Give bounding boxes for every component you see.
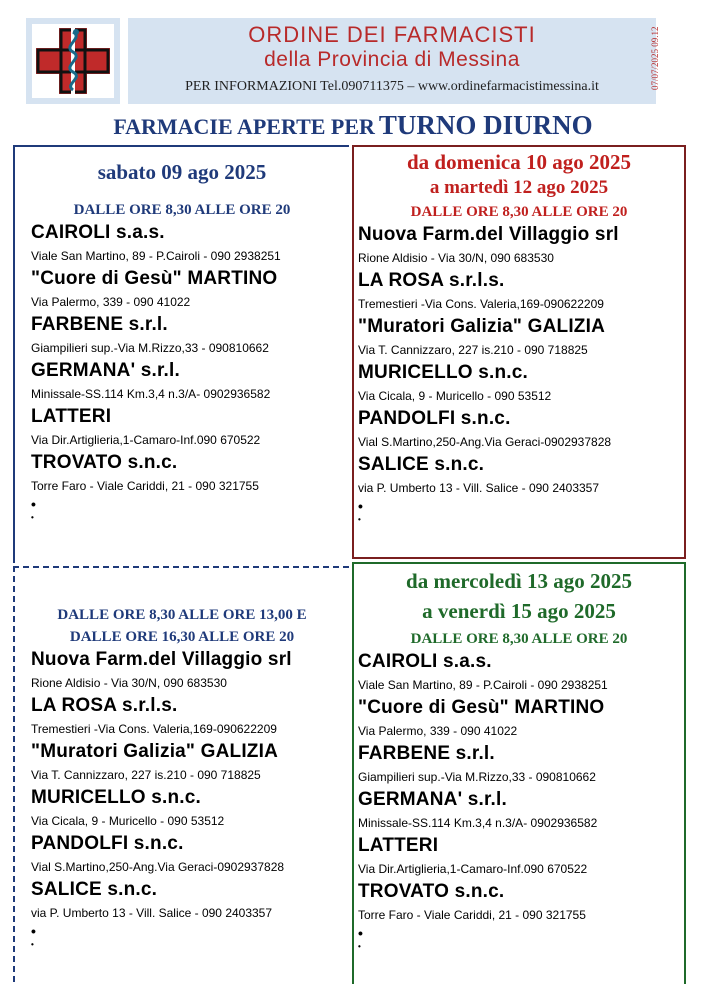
- contact-info: PER INFORMAZIONI Tel.090711375 – www.ordinefarmacistimessina.it: [185, 79, 599, 94]
- pharmacy-address: Via Palermo, 339 - 090 41022: [31, 295, 191, 309]
- pharmacy-name: LA ROSA s.r.l.s.: [358, 270, 505, 291]
- logo: [26, 18, 120, 104]
- panel-hours: DALLE ORE 8,30 ALLE ORE 20: [410, 204, 628, 220]
- pharmacy-address: Via Dir.Artiglieria,1-Camaro-Inf.090 670522: [31, 433, 261, 447]
- page-banner: [0, 110, 706, 141]
- banner-main: TURNO DIURNO: [378, 110, 593, 140]
- pharmacy-address: Tremestieri -Via Cons. Valeria,169-090622209: [31, 722, 277, 736]
- organization-title: ORDINE DEI FARMACISTI: [248, 22, 536, 47]
- organization-subtitle: della Provincia di Messina: [264, 48, 520, 71]
- panel-hours: DALLE ORE 16,30 ALLE ORE 20: [69, 629, 295, 645]
- pharmacy-name: "Cuore di Gesù" MARTINO: [31, 268, 278, 289]
- bullet-dot: •: [31, 923, 36, 939]
- pharmacy-address: Via T. Cannizzaro, 227 is.210 - 090 718825: [31, 768, 261, 782]
- header: [16, 14, 664, 108]
- pharmacy-address: Vial S.Martino,250-Ang.Via Geraci-0902937828: [31, 860, 285, 874]
- pharmacy-name: TROVATO s.n.c.: [358, 881, 505, 902]
- panel-hours: DALLE ORE 8,30 ALLE ORE 13,00 E: [57, 607, 307, 623]
- panel-date: sabato 09 ago 2025: [97, 160, 267, 184]
- panel-date: a venerdì 15 ago 2025: [422, 599, 616, 623]
- pharmacy-address: Tremestieri -Via Cons. Valeria,169-090622209: [358, 297, 604, 311]
- pharmacy-cross-logo-icon: [26, 18, 120, 104]
- panel-split-hours: [13, 566, 349, 982]
- pharmacy-name: LATTERI: [358, 835, 439, 856]
- pharmacy-address: Via Palermo, 339 - 090 41022: [358, 724, 518, 738]
- bullet-dot: •: [358, 498, 363, 514]
- panel-date: a martedì 12 ago 2025: [429, 177, 609, 198]
- pharmacy-address: Viale San Martino, 89 - P.Cairoli - 090 2938251: [31, 249, 281, 263]
- pharmacy-name: GERMANA' s.r.l.: [31, 360, 180, 381]
- pharmacy-address: Rione Aldisio - Via 30/N, 090 683530: [31, 676, 227, 690]
- bullet-dot: •: [358, 515, 361, 524]
- pharmacy-name: MURICELLO s.n.c.: [31, 787, 201, 808]
- pharmacy-address: Via Dir.Artiglieria,1-Camaro-Inf.090 670522: [358, 862, 588, 876]
- pharmacy-address: via P. Umberto 13 - Vill. Salice - 090 2403357: [31, 906, 273, 920]
- pharmacy-name: FARBENE s.r.l.: [358, 743, 495, 764]
- bullet-dot: •: [31, 513, 34, 522]
- pharmacy-name: CAIROLI s.a.s.: [31, 222, 165, 243]
- print-timestamp: 07/07/2025 09.12: [650, 26, 660, 90]
- pharmacy-address: Via T. Cannizzaro, 227 is.210 - 090 718825: [358, 343, 588, 357]
- pharmacy-name: SALICE s.n.c.: [358, 454, 485, 475]
- pharmacy-address: Viale San Martino, 89 - P.Cairoli - 090 2938251: [358, 678, 608, 692]
- pharmacy-name: GERMANA' s.r.l.: [358, 789, 507, 810]
- pharmacy-name: "Cuore di Gesù" MARTINO: [358, 697, 605, 718]
- banner-prefix: FARMACIE APERTE PER: [113, 114, 375, 139]
- pharmacy-address: Via Cicala, 9 - Muricello - 090 53512: [31, 814, 225, 828]
- pharmacy-name: TROVATO s.n.c.: [31, 452, 178, 473]
- panel-hours: DALLE ORE 8,30 ALLE ORE 20: [410, 631, 628, 647]
- pharmacy-name: PANDOLFI s.n.c.: [31, 833, 184, 854]
- pharmacy-name: "Muratori Galizia" GALIZIA: [31, 741, 279, 762]
- pharmacy-address: Torre Faro - Viale Cariddi, 21 - 090 321755: [31, 479, 259, 493]
- pharmacy-address: Vial S.Martino,250-Ang.Via Geraci-0902937828: [358, 435, 612, 449]
- panel-sunday-tuesday: [352, 145, 686, 559]
- panel-hours: DALLE ORE 8,30 ALLE ORE 20: [73, 202, 291, 218]
- pharmacy-name: "Muratori Galizia" GALIZIA: [358, 316, 606, 337]
- panel-saturday: [13, 145, 349, 563]
- bullet-dot: •: [358, 925, 363, 941]
- bullet-dot: •: [31, 940, 34, 949]
- pharmacy-name: Nuova Farm.del Villaggio srl: [358, 224, 619, 245]
- pharmacy-address: Giampilieri sup.-Via M.Rizzo,33 - 090810662: [358, 770, 596, 784]
- pharmacy-name: MURICELLO s.n.c.: [358, 362, 528, 383]
- pharmacy-name: PANDOLFI s.n.c.: [358, 408, 511, 429]
- pharmacy-name: CAIROLI s.a.s.: [358, 651, 492, 672]
- pharmacy-name: Nuova Farm.del Villaggio srl: [31, 649, 292, 670]
- pharmacy-address: via P. Umberto 13 - Vill. Salice - 090 2403357: [358, 481, 600, 495]
- panel-date: da mercoledì 13 ago 2025: [406, 569, 632, 593]
- pharmacy-address: Rione Aldisio - Via 30/N, 090 683530: [358, 251, 554, 265]
- bullet-dot: •: [358, 942, 361, 951]
- pharmacy-address: Minissale-SS.114 Km.3,4 n.3/A- 0902936582: [31, 387, 271, 401]
- pharmacy-name: FARBENE s.r.l.: [31, 314, 168, 335]
- pharmacy-name: LATTERI: [31, 406, 112, 427]
- pharmacy-address: Giampilieri sup.-Via M.Rizzo,33 - 090810662: [31, 341, 269, 355]
- pharmacy-address: Via Cicala, 9 - Muricello - 090 53512: [358, 389, 552, 403]
- pharmacy-address: Minissale-SS.114 Km.3,4 n.3/A- 0902936582: [358, 816, 598, 830]
- bullet-dot: •: [31, 496, 36, 512]
- pharmacy-name: SALICE s.n.c.: [31, 879, 158, 900]
- header-title-box: [128, 18, 656, 104]
- pharmacy-name: LA ROSA s.r.l.s.: [31, 695, 178, 716]
- pharmacy-address: Torre Faro - Viale Cariddi, 21 - 090 321755: [358, 908, 586, 922]
- panel-date: da domenica 10 ago 2025: [406, 150, 631, 174]
- panel-wednesday-friday: [352, 562, 686, 984]
